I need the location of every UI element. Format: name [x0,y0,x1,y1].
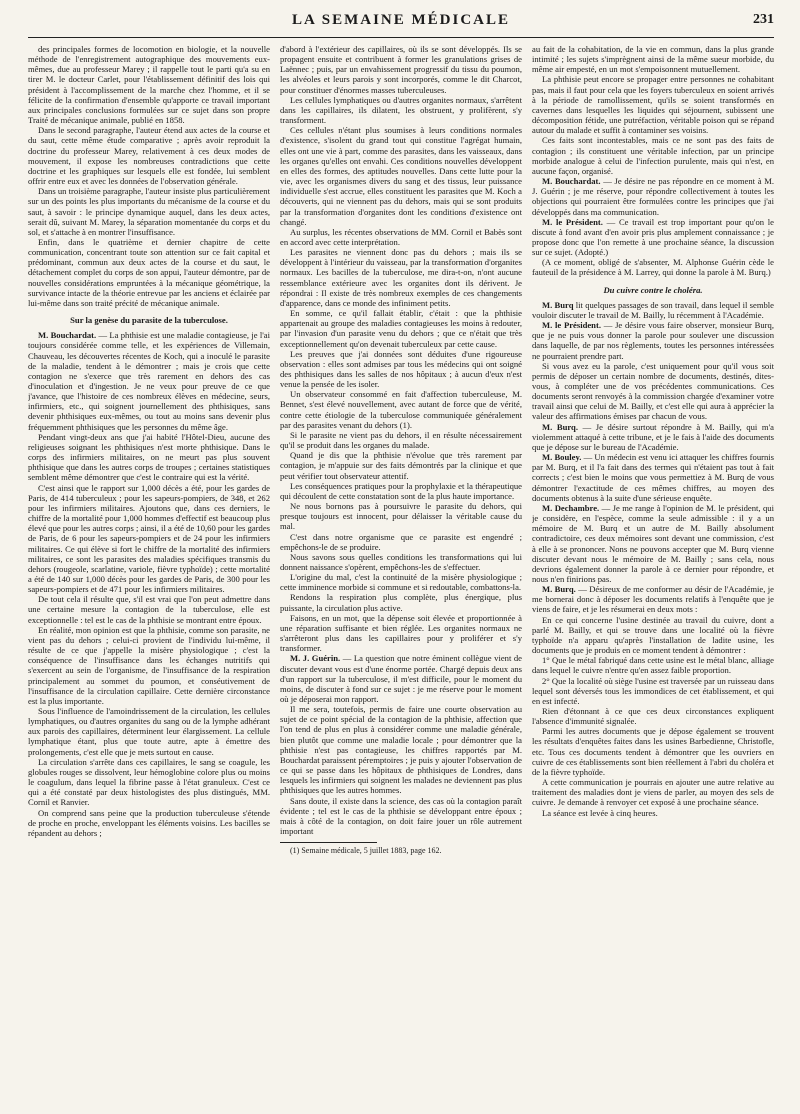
paragraph: Nous savons sous quelles conditions les transformations qui lui donnent naissance s'opèrent, empêchons-les de s'effectuer. [280,551,522,572]
paragraph: Rien d'étonnant à ce que ces deux circonstances expliquent l'absence d'immunité signalée. [532,706,774,727]
speaker-name: M. Bouchardat. [38,330,97,341]
speaker-name: M. le Président. [542,320,601,331]
paragraph: A cette communication je pourrais en ajouter une autre relative au traitement des maladies dont je viens de parler, au moyen des sels de cuivre. Je demande à renvoyer cet exposé à une prochaine séance. [532,777,774,808]
paragraph: L'origine du mal, c'est la continuité de la misère physiologique ; cette imminence morbide si commune et si redoutable, combattons-la. [280,572,522,593]
section-heading: Sur la genèse du parasite de la tuberculose. [70,315,228,326]
speaker-name: M. Dechambre. [542,502,600,513]
paragraph: Parmi les autres documents que je dépose également se trouvent les résultats d'enquêtes faites dans les usines Barbedienne, Christofle, etc. Tous ces documents tendent à démontrer que les ouvriers en cuivre de ces établissements sont bien réellement à l'abri du choléra et de la fièvre typhoïde. [532,726,774,777]
paragraph: Sans doute, il existe dans la science, des cas où la contagion paraît évidente ; tel est le cas de la phthisie se développant entre époux ; mais à côté de la contagion, on doit faire jouer un rôle autrement important [280,795,522,837]
paragraph: La circulation s'arrête dans ces capillaires, le sang se coagule, les globules rouges se dissolvent, leur hémoglobine colore plus ou moins le coagulum, dans lequel la fibrine passe à l'état granuleux. C'est ce qui a été constaté par deux histologistes des plus distingués, MM. Cornil et Ranvier. [28,756,270,808]
paragraph: Sous l'influence de l'amoindrissement de la circulation, les cellules lymphatiques, ou d'autres organites du sang ou de la lymphe adhérant aux parois des capillaires, déterminent leur élargissement. La cellule lymphatique étant, plus que toute autre, apte à émettre des prolongements, c'est elle que je mets surtout en cause. [28,706,270,757]
speaker-name: M. J. Guérin. [290,653,341,664]
speaker-text: — Ce travail est trop important pour qu'on le discute à fond avant d'en avoir pris plus amplement connaissance ; je propose donc que l'on remette à une prochaine séance, la discussion sur ce sujet. (Adopté.) [532,216,774,258]
speaker-paragraph [532,176,774,217]
speaker-text: — La question que notre éminent collègue vient de discuter devant vous est d'une énorme portée. Chargé depuis deux ans d'un rapport sur la tuberculose, il m'est difficile, pour le moment du moins, de discuter à fond sur ce sujet : je me réserve pour le moment où je déposerai mon rapport. [280,653,522,704]
speaker-paragraph [280,653,522,704]
paragraph: Ces cellules n'étant plus soumises à leurs conditions normales d'existence, s'isolent du grand tout qui constitue l'agrégat humain, elles ont une vie à part, comme des parasites, dans les vaisseaux, dans les organes qu'elles ont envahi. Ces conditions nouvelles développent en elles des formes, des aptitudes nouvelles. Dans cette lutte pour la vie, avec les organismes divers du sang et des tissus, leur puissance individuelle s'est accrue, elles constituent les parasites que M. Koch a découverts, qui ne viennent pas du dehors, mais qui se sont produits par la transformation d'organites dont les conditions d'existence ont changé. [280,125,522,227]
paragraph: Les preuves que j'ai données sont déduites d'une rigoureuse observation : elles sont admises par tous les médecins qui ont soigné des phthisiques dans les salles de nos hôpitaux ; à aucun d'eux n'est venue la pensée de les isoler. [280,348,522,390]
paragraph: Si le parasite ne vient pas du dehors, il en résulte nécessairement qu'il se produit dans les organes du malade. [280,429,522,451]
footnote-rule [280,842,377,843]
column-middle [280,44,522,1106]
paragraph: d'abord à l'extérieur des capillaires, où ils se sont développés. Ils se propagent ensuite et contribuent à former les granulations grises de Laënnec ; puis, par un envahissement progressif du tissu du poumon, les alvéoles et leurs parois y sont incorporés, comme le dit Charcot, pour constituer d'énormes masses tuberculeuses. [280,44,522,95]
running-header [28,12,774,38]
speaker-text: — Je désire ne pas répondre en ce moment à M. J. Guérin ; je me réserve, pour répondre collectivement à toutes les objections qui pourraient être formulées contre les principes que j'ai développés dans ma communication. [532,176,774,217]
paragraph: Ne nous bornons pas à poursuivre le parasite du dehors, qui presque toujours est innocent, pour délaisser la véritable cause du mal. [280,501,522,532]
paragraph: C'est dans notre organisme que ce parasite est engendré ; empêchons-le de se produire. [280,531,522,552]
paragraph: Quand je dis que la phthisie n'évolue que très rarement par contagion, je m'appuie sur des faits démontrés par la clinique et que peut vérifier tout observateur attentif. [280,450,522,481]
paragraph: Les conséquences pratiques pour la prophylaxie et la thérapeutique qui découlent de cette constatation sont de la plus haute importance. [280,480,522,501]
paragraph: Enfin, dans le quatrième et dernier chapitre de cette communication, concentrant toute son attention sur ce fait capital et prédominant, commun aux deux actes de la course et du saut, le détachement complet du corps de son appui, l'auteur démontre, par de nouvelles considérations empruntées à la mécanique géométrique, la survivance intacte de la théorie entrevue par les anciens et éclairée par lui-même dans son traité précité de mécanique animale. [28,236,270,308]
speaker-paragraph [532,503,774,584]
paragraph: On comprend sans peine que la production tuberculeuse s'étende de proche en proche, enveloppant les éléments voisins. Les bacilles se répandent au dehors ; [28,807,270,838]
speaker-text: — Un médecin est venu ici attaquer les chiffres fournis par M. Burq, et il l'a fait dans des termes qui n'étaient pas tout à fait corrects ; c'est bien le moins que vous permettiez à M. Burq de vous démontrer l'exactitude de ces mêmes chiffres, au moyen des documents obtenus à la suite d'une sérieuse enquête. [532,452,774,503]
paragraph: En ce qui concerne l'usine destinée au travail du cuivre, dont a parlé M. Bailly, et qui se trouve dans une localité où la fièvre typhoïde n'a apparu qu'après l'installation de ladite usine, les documents que je produis en ce moment tendent à démontrer : [532,614,774,656]
paragraph: En somme, ce qu'il fallait établir, c'était : que la phthisie appartenait au groupe des maladies contagieuses les moins à redouter, par l'invasion d'un parasite venu du dehors ; que ce n'était que très exceptionnellement qu'on devenait tuberculeux par cette cause. [280,308,522,349]
paragraph: Pendant vingt-deux ans que j'ai habité l'Hôtel-Dieu, aucune des religieuses soignant les phthisiques n'est morte phthisique. Dans le corps des infirmiers militaires, on ne meurt pas plus souvent phthisique que dans les autres corps de troupes ; certaines statistiques semblent même démontrer que c'est le contraire qui est la vérité. [28,431,270,483]
speaker-paragraph [532,300,774,320]
paragraph: au fait de la cohabitation, de la vie en commun, dans la plus grande intimité ; les sujets s'imprègnent ainsi de la même sueur morbide, du même air empesté, en un mot s'empoisonnent mutuellement. [532,44,774,75]
text-columns [28,44,774,1106]
paragraph: Il me sera, toutefois, permis de faire une courte observation au sujet de ce point spécial de la contagion de la phthisie, affection que l'on tend de plus en plus à considérer comme une maladie générale, bien plutôt que comme une maladie locale ; pour démontrer que la phthisie n'est pas contagieuse, les chiffres rapportés par M. Bouchardat paraissent péremptoires ; je puis y ajouter l'observation de ce qui se passe dans les hôpitaux de phthisiques de Londres, dans lesquels les infirmiers qui soignent les malades ne deviennent pas plus phthisiques que les autres hommes. [280,704,522,796]
speaker-name: M. Bouley. [542,452,582,463]
paragraph: Rendons la respiration plus complète, plus énergique, plus puissante, la circulation plus active. [280,592,522,613]
speaker-text: — Désireux de me conformer au désir de l'Académie, je me bornerai donc à déposer les documents relatifs à l'enquête que je viens de faire, et je les résumerai en deux mots : [532,584,774,615]
paragraph: (A ce moment, obligé de s'absenter, M. Alphonse Guérin cède le fauteuil de la présidence à M. Larrey, qui donne la parole à M. Burq.) [532,257,774,278]
speaker-paragraph [532,320,774,361]
paragraph: Si vous avez eu la parole, c'est uniquement pour qu'il vous soit permis de déposer un certain nombre de documents, destinés, dites-vous, à compléter une de vos précédentes communications. Ces documents seront renvoyés à la commission chargée d'examiner votre travail ainsi que celui de M. Bailly, et c'est elle qui aura à apprécier la valeur des affirmations émises par chacun de vous. [532,360,774,422]
paragraph: En réalité, mon opinion est que la phthisie, comme son parasite, ne vient pas du dehors ; celui-ci provient de l'individu lui-même, il résulte de ce que j'appelle la misère physiologique ; c'est la conséquence de l'insuffisance dans les échanges nutritifs qui s'exercent au sein de l'organisme, de l'insuffisance de la respiration principalement au sommet du poumon, et conséutivement de l'insuffisance de la circulation capillaire. Cette dernière circonstance est la plus importante. [28,624,270,706]
speaker-text: lit quelques passages de son travail, dans lequel il semble vouloir discuter le travail de M. Bailly, lu récemment à l'Académie. [532,299,774,320]
footnote: (1) Semaine médicale, 5 juillet 1883, page 162. [290,846,442,856]
paragraph: 2° Que la localité où siège l'usine est traversée par un ruisseau dans lequel sont déversés tous les immondices de cet établissement, et qui en est infecté. [532,675,774,706]
speaker-text: — Je me range à l'opinion de M. le président, qui je considère, en l'espèce, comme la seule admissible : il y a un mémoire de M. Burq et un autre de M. Bailly absolument contradictoire, ces deux mémoires sont devant une commission, c'est à elle à se prononcer. Nons ne pouvons accepter que M. Burq vienne discuter devant nous le mémoire de M. Bailly ; sans cela, nous devrions également donner la parole à ce dernier pour répondre, et nous n'en finirions pas. [532,502,774,584]
paragraph: La phthisie peut encore se propager entre personnes ne cohabitant pas, mais il faut pour cela que les foyers tuberculeux en soient arrivés à la période de ramollissement, qu'ils se soient transformés en cavernes dans lesquelles les liquides qui séjournent, subissent une décomposition fétide, une putréfaction, véritable poison qui se répand autour du malade et suffit à contaminer ses voisins. [532,74,774,136]
paragraph: Ces faits sont incontestables, mais ce ne sont pas des faits de contagion ; ils constituent une véritable infection, par un principe morbide analogue à celui de l'infection purulente, mais qui n'est, en aucune façon, organisé. [532,135,774,176]
section-heading: Du cuivre contre le choléra. [603,284,703,295]
column-left [28,44,270,1106]
speaker-paragraph [28,330,270,432]
paragraph: Un observateur consommé en fait d'affection tuberculeuse, M. Bennet, s'est élevé nouvellement, avec autant de force que de vérité, contre cette étiologie de la tuberculose communiquée généralement par des parasites venant du dehors (1). [280,389,522,430]
paragraph: C'est ainsi que le rapport sur 1,000 décès a été, pour les gardes de Paris, de 414 tuberculeux ; pour les sapeurs-pompiers, de 348, et 262 pour les infirmiers militaires. Ajoutons que, dans ces derniers, le chiffre de la mortalité pour 1,000 hommes d'effectif est beaucoup plus élevé que pour les autres corps ; ainsi, il a été de 10,60 pour les gardes de Paris, de 6 pour les sapeurs-pompiers et de 24 pour les infirmiers militaires. Ce qui élève si fort le chiffre de la mortalité des infirmiers militaires, ce sont les parasites des maladies spécifiques transmis du dehors (rougeole, scarlatine, variole, fièvre typhoïde) ; cette mortalité a été de 140 sur 1,000 décès pour les gardes de Paris, de 300 pour les sapeurs-pompiers et de 471 pour les infirmiers militaires. [28,482,270,595]
paragraph: Les parasites ne viennent donc pas du dehors ; mais ils se développent à l'intérieur du vaisseau, par la transformation d'organites normaux. Les bacilles de la tuberculose, me dira-t-on, n'ont aucune ressemblance extérieure avec les organites dont ils dérivent. Je répondrai : Il existe de très nombreux exemples de ces changements d'apparence, dans ce monde des infiniment petits. [280,247,522,308]
paragraph: Au surplus, les récentes observations de MM. Cornil et Babès sont en accord avec cette interprétation. [280,226,522,247]
paragraph: Les cellules lymphatiques ou d'autres organites normaux, s'arrêtent dans les capillaires, ils dilatent, les obstruent, y prolifèrent, s'y transforment. [280,94,522,126]
paragraph: des principales formes de locomotion en biologie, et la nouvelle méthode de l'enregistrement autographique des mouvements eux-mêmes, due au professeur Marey ; il rappelle tout le parti qu'a su en tirer M. le docteur Carlet, pour l'établissement définitif des lois qui président à l'accomplissement de la marche chez l'homme, et il se félicite de la confirmation d'ensemble qu'apporte ce travail important aux principales conclusions formulées sur ce sujet dans son propre Traité de mécanique animale, publié en 1858. [28,44,270,126]
page-number: 231 [753,12,774,27]
journal-title: LA SEMAINE MÉDICALE [291,12,511,28]
speaker-name: M. Burq. [542,421,578,432]
speaker-name: M. Burq [542,299,574,310]
paragraph: La séance est levée à cinq heures. [542,807,658,818]
paragraph: 1° Que le métal fabriqué dans cette usine est le métal blanc, alliage dans lequel le cuivre n'entre qu'en assez faible proportion. [532,655,774,676]
paragraph: Dans un troisième paragraphe, l'auteur insiste plus particulièrement sur un des points les plus importants du mécanisme de la course et du saut, à savoir : le principe dynamique auquel, dans les deux actes, serait dû, suivant M. Marey, la séparation momentanée du corps et du sol, et s'attache à en montrer l'insuffisance. [28,186,270,237]
speaker-text: — Je désire surtout répondre à M. Bailly, qui m'a violemment attaqué à cette tribune, et je le fais à l'aide des documents que je dépose sur le bureau de l'Académie. [532,421,774,452]
speaker-paragraph [532,584,774,614]
speaker-name: M. Burq. [542,584,576,595]
speaker-name: M. le Président. [542,216,603,227]
column-right [532,44,774,1106]
speaker-name: M. Bouchardat. [542,176,601,187]
speaker-text: — Je désire vous faire observer, monsieur Burq, que je ne puis vous donner la parole pour soulever une discussion dans laquelle, de par nos règlements, toutes les personnes intéressées ne pourraient prendre part. [532,320,774,361]
speaker-paragraph [532,452,774,503]
paragraph: Dans le second paragraphe, l'auteur étend aux actes de la course et du saut, cette même étude comparative ; après avoir reproduit la doctrine du professeur Marey, relativement à ces deux modes de mouvement, il expose les nombreuses contradictions que cette doctrine et les graphiques sur lesquels elle est fondée, lui semblent offrir entre eux et avec les données de l'observation générale. [28,125,270,187]
speaker-paragraph [532,217,774,258]
speaker-paragraph [532,422,774,452]
paragraph: De tout cela il résulte que, s'il est vrai que l'on peut admettre dans une certaine mesure la contagion de la tuberculose, elle est exceptionnelle : tel est le cas de la phthisie se montrant entre époux. [28,594,270,625]
paragraph: Faisons, en un mot, que la dépense soit élevée et proportionnée à une réparation suffisante et bien réglée. Les organites normaux ne s'arrêteront plus dans les capillaires pour y proliférer et s'y transformer. [280,612,522,654]
speaker-text: — La phthisie est une maladie contagieuse, je l'ai toujours considérée comme telle, et les expériences de Villemain, Chauveau, les découvertes récentes de Koch, qui a inoculé le parasite de la maladie, tendent à le démontrer ; mais je crois que cette contagion ne s'exerce que très rarement en dehors des cas d'inoculation et d'ingestion. Je ne veux pour preuve de ce que j'avance, que l'histoire de ces nombreux élèves en médecine, seurs, infirmiers, etc., qui soignent journellement des phthisiques, sans devenir phthisiques eux-mêmes, ou tout au moins sans devenir plus fréquemment phthisiques que les personnes du même âge. [28,330,270,432]
